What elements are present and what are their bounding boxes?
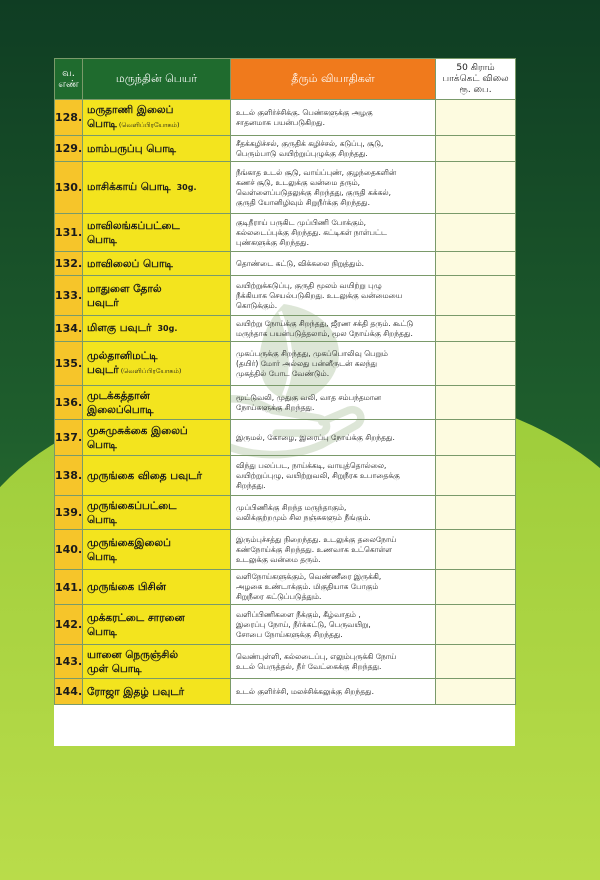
uses-text: இரும்புச்சத்து நிறைந்தது. உடலுக்கு தலைநோய் கண்நோய்க்கு சிறந்தது. உணவாக உட்கொள்ள உடலுக்கு வன்மை தரும். [236, 534, 397, 564]
row-price [436, 386, 516, 420]
table-row [55, 316, 516, 342]
row-number-text: 138. [55, 469, 83, 482]
medicine-name-text: முருங்கை விதை பவுடர் [87, 469, 202, 482]
medicine-usage-note: (வெளிப்பிரயோகம்) [120, 367, 182, 375]
row-price [436, 679, 516, 705]
table-row [55, 342, 516, 386]
row-medicine-name [83, 605, 231, 645]
header-price-label: 50 கிராம் பாக்கெட் விலை ரூ. பை. [442, 62, 509, 95]
table-row [55, 605, 516, 645]
row-price [436, 342, 516, 386]
row-price [436, 605, 516, 645]
uses-text: விந்து பலப்பட, நாய்க்கடி, வாயுத்தொல்லை, வயிற்றுப்புழு, வயிற்றுவலி, சிறுநீரக உபாதைக்கு சிறந்தது. [236, 460, 400, 490]
uses-text: வயிற்று நோய்க்கு சிறந்தது, ஜீரண சக்தி தரும். கூட்டு மருந்தாக பயன்படுத்தலாம், மூல நோய்க்கு சிறந்தது. [236, 318, 414, 338]
row-number-text: 133. [55, 289, 83, 302]
row-uses [231, 570, 436, 605]
row-price [436, 100, 516, 136]
row-number [55, 136, 83, 162]
table-row [55, 496, 516, 530]
medicine-name-text: முருங்கைஇலைப் பொடி [87, 536, 171, 563]
row-number-text: 129. [55, 142, 83, 155]
row-medicine-name [83, 530, 231, 570]
medicine-usage-note: (வெளிப்பிரயோகம்) [118, 121, 180, 129]
row-medicine-name [83, 162, 231, 214]
row-number [55, 316, 83, 342]
uses-text: இருமல், கோழை, இரைப்பு நோய்க்கு சிறந்தது. [236, 432, 395, 442]
row-price [436, 252, 516, 276]
medicine-name-text: முக்கரட்டை சாரனை பொடி [87, 611, 185, 638]
table-header-row [55, 59, 516, 100]
row-number-text: 135. [55, 357, 83, 370]
uses-text: குடிநீராய் பருகிட முப்பிணி போக்கும், கல்லடைப்புக்கு சிறந்தது. கட்டிகள் நாள்பட்ட புண்களுக்கு சிறந்தது. [236, 217, 387, 247]
uses-text: உடல் குளிர்ச்சி, மலச்சிக்கலுக்கு சிறந்தது. [236, 686, 374, 696]
table-row [55, 530, 516, 570]
row-medicine-name [83, 100, 231, 136]
row-price [436, 420, 516, 456]
table-row [55, 456, 516, 496]
row-number-text: 140. [55, 543, 83, 556]
table-row [55, 100, 516, 136]
medicine-name-text: முடக்கத்தான் இலைப்பொடி [87, 389, 154, 416]
row-uses [231, 456, 436, 496]
row-number-text: 136. [55, 396, 83, 409]
row-medicine-name [83, 496, 231, 530]
table-row [55, 136, 516, 162]
row-number-text: 139. [55, 506, 83, 519]
header-uses-label: தீரும் வியாதிகள் [291, 71, 375, 85]
medicine-name-text: முருங்கை பிசின் [87, 581, 166, 593]
medicine-name-text: யானை நெருஞ்சில் முள் பொடி [87, 648, 179, 675]
uses-text: முப்பிணிக்கு சிறந்த மருந்தாகும், வலிக்குற்றமும் சில நஞ்சுகளும் நீங்கும். [236, 502, 371, 522]
medicine-name-text: முருங்கைப்பட்டை பொடி [87, 499, 177, 526]
row-number [55, 276, 83, 316]
row-number [55, 605, 83, 645]
row-number-text: 134. [55, 322, 83, 335]
uses-text: நீங்காத உடல் சூடு, வாய்ப்புண், குழந்தைகளின் கணச் சூடு, உடலுக்கு வன்மை தரும், வெள்ளைப்படுதலுக்கு சிறந்தது, குருதி கக்கல், குருதி யோனிழிவும் சிறுநீர்க்கு சிறந்தது. [236, 167, 397, 207]
uses-text: மூட்டுவலி, முதுகு வலி, வாத சம்பந்தமான நோய்களுக்கு சிறந்தது. [236, 392, 382, 412]
medicine-name-text: மாதுளை தோல் பவுடர் [87, 282, 162, 309]
row-medicine-name [83, 316, 231, 342]
uses-text: வெண்புள்ளி, கல்லடைப்பு, எலும்புருக்கி நோய் உடல் பெருத்தல், நீர் வேட்கைக்கு சிறந்தது. [236, 651, 397, 671]
row-medicine-name [83, 386, 231, 420]
row-uses [231, 162, 436, 214]
row-number [55, 456, 83, 496]
row-number-text: 130. [55, 181, 83, 194]
row-number [55, 342, 83, 386]
row-uses [231, 496, 436, 530]
uses-text: வளிப்பிணிகளை நீக்கும், கீழ்வாதம் , இரைப்பு நோய், நீர்க்கட்டு, பெருவயிறு, சோபை நோய்களுக்கு சிறந்தது. [236, 609, 371, 639]
row-uses [231, 136, 436, 162]
row-number [55, 570, 83, 605]
row-medicine-name [83, 342, 231, 386]
row-number [55, 645, 83, 679]
row-number [55, 162, 83, 214]
table-row [55, 645, 516, 679]
header-medicine-name [83, 59, 231, 100]
table-row [55, 420, 516, 456]
medicine-weight: 30g. [176, 183, 197, 192]
row-number-text: 132. [55, 257, 83, 270]
row-uses [231, 316, 436, 342]
row-price [436, 456, 516, 496]
row-number-text: 131. [55, 226, 83, 239]
table-row [55, 214, 516, 252]
uses-text: முகப்பருக்கு சிறந்தது, முகப்பொலிவு பெறும் (தயிர்) மோர் அல்லது பன்னீருடன் கலந்து முகத்தில் போட வேண்டும். [236, 348, 388, 378]
uses-text: சீதக்கழிச்சல், குருதிக் கழிச்சல், கடுப்பு, சூடு, பெரும்பாடு வயிற்றுப்புழுக்கு சிறந்தது. [236, 138, 384, 158]
header-uses [231, 59, 436, 100]
row-number-text: 128. [55, 111, 83, 124]
row-price [436, 276, 516, 316]
table-row [55, 162, 516, 214]
row-uses [231, 214, 436, 252]
row-uses [231, 342, 436, 386]
medicine-name-text: மிளகு பவுடர் [87, 322, 152, 334]
row-medicine-name [83, 276, 231, 316]
row-price [436, 162, 516, 214]
row-uses [231, 252, 436, 276]
uses-text: வயிற்றுக்கடுப்பு, குருதி மூலம் வயிற்று புழு நீக்கியாக செயல்படுகிறது. உடலுக்கு வன்மையை கொடுக்கும். [236, 280, 403, 310]
row-number [55, 420, 83, 456]
row-medicine-name [83, 645, 231, 679]
row-price [436, 496, 516, 530]
row-number [55, 386, 83, 420]
row-medicine-name [83, 420, 231, 456]
table-row [55, 386, 516, 420]
medicine-weight: 30g. [157, 324, 178, 333]
row-price [436, 136, 516, 162]
row-medicine-name [83, 570, 231, 605]
medicine-name-text: முல்தானிமட்டி பவுடர் [87, 350, 158, 376]
table-row [55, 570, 516, 605]
row-number [55, 100, 83, 136]
row-uses [231, 605, 436, 645]
medicine-name-text: மாம்பருப்பு பொடி [87, 142, 177, 155]
row-medicine-name [83, 679, 231, 705]
table-row [55, 679, 516, 705]
row-price [436, 316, 516, 342]
row-number [55, 252, 83, 276]
row-number-text: 142. [55, 618, 83, 631]
row-price [436, 570, 516, 605]
row-price [436, 530, 516, 570]
medicine-name-text: மருதாணி இலைப் பொடி [87, 104, 174, 130]
row-number [55, 214, 83, 252]
table-row [55, 252, 516, 276]
uses-text: தொண்டை கட்டு, விக்கலை நிறுத்தும். [236, 258, 364, 268]
row-number-text: 144. [55, 685, 83, 698]
medicine-table [54, 58, 516, 705]
row-price [436, 645, 516, 679]
row-number [55, 530, 83, 570]
medicine-name-text: மாவிலங்கப்பட்டை பொடி [87, 219, 180, 246]
row-uses [231, 530, 436, 570]
row-uses [231, 386, 436, 420]
row-uses [231, 420, 436, 456]
header-number [55, 59, 83, 100]
row-price [436, 214, 516, 252]
row-uses [231, 679, 436, 705]
row-medicine-name [83, 252, 231, 276]
medicine-name-text: ரோஜா இதழ் பவுடர் [87, 685, 185, 698]
row-uses [231, 645, 436, 679]
medicine-name-text: மாவிலைப் பொடி [87, 257, 173, 270]
header-price [436, 59, 516, 100]
header-number-label: வ. எண் [58, 68, 79, 90]
row-number-text: 141. [55, 580, 83, 594]
row-medicine-name [83, 214, 231, 252]
row-medicine-name [83, 456, 231, 496]
row-medicine-name [83, 136, 231, 162]
row-uses [231, 100, 436, 136]
row-number-text: 137. [55, 431, 83, 444]
table-row [55, 276, 516, 316]
medicine-name-text: முசுமுசுக்கை இலைப் பொடி [87, 424, 188, 451]
medicine-name-text: மாசிக்காய் பொடி [87, 181, 171, 193]
uses-text: வளிநோய்களுக்கும், வெண்ணீரை இருக்கி, அழகை உண்டாக்கும். மிகுதியாக போகும் சிறுநீரை கட்டுப்படுத்தும். [236, 572, 382, 601]
header-name-label: மருந்தின் பெயர் [115, 71, 198, 85]
row-uses [231, 276, 436, 316]
row-number-text: 143. [55, 655, 83, 668]
row-number [55, 496, 83, 530]
uses-text: உடல் குளிர்ச்சிக்கு. பெண்களுக்கு அழகு சாதனமாக பயன்படுகிறது. [236, 107, 373, 127]
row-number [55, 679, 83, 705]
